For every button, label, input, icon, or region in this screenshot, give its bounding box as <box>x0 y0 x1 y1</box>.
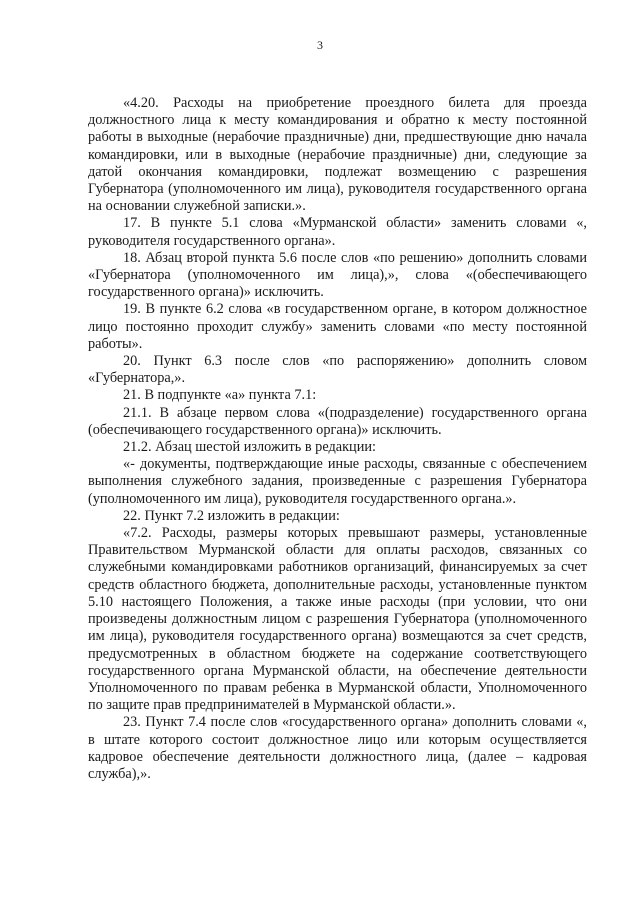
paragraph-item-19: 19. В пункте 6.2 слова «в государственном органе, в котором должностное лицо постоянно проходит службу» заменить словами «по месту постоянной работы». <box>88 301 587 352</box>
paragraph-item-18: 18. Абзац второй пункта 5.6 после слов «по решению» дополнить словами «Губернатора (уполномоченного им лица),», слова «(обеспечивающего государственного органа)» исключить. <box>88 249 587 301</box>
paragraph-item-21-2: 21.2. Абзац шестой изложить в редакции: <box>123 439 376 456</box>
paragraph-item-22: 22. Пункт 7.2 изложить в редакции: <box>123 507 340 524</box>
paragraph-item-20: 20. Пункт 6.3 после слов «по распоряжению» дополнить словом «Губернатора,». <box>88 353 587 387</box>
paragraph-item-23: 23. Пункт 7.4 после слов «государственного органа» дополнить словами «, в штате которого состоит должностное лицо или которым осуществляется кадровое обеспечение деятельности должностного лица, (далее – кадровая служба),». <box>88 714 587 782</box>
paragraph-4-20-quote: «4.20. Расходы на приобретение проездного билета для проезда должностного лица к месту командирования и обратно к месту постоянной работы в выходные (нерабочие праздничные) дни, предшествующие дню начала командировки, или в выходные (нерабочие праздничные) дни, следующие за датой окончания командировки, подлежат возмещению с разрешения Губернатора (уполномоченного им лица), руководителя государственного органа на основании служебной записки.». <box>88 95 587 215</box>
page-number: 3 <box>317 38 323 52</box>
paragraph-7-2-quote: «7.2. Расходы, размеры которых превышают размеры, установленные Правительством Мурманской области для оплаты расходов, связанных со служебными командировками работников организаций, финансируемых за счет средств областного бюджета, дополнительные расходы, установленные пунктом 5.10 настоящего Положения, а также иные расходы (при условии, что они произведены должностным лицом с разрешения Губернатора (уполномоченного им лица), руководителя государственного органа) возмещаются за счет средств, предусмотренных в областном бюджете на содержание соответствующего государственного органа Мурманской области, на обеспечение деятельности Уполномоченного по правам ребенка в Мурманской области, Уполномоченного по защите прав предпринимателей в Мурманской области.». <box>88 525 587 714</box>
paragraph-item-17: 17. В пункте 5.1 слова «Мурманской области» заменить словами «, руководителя государственного органа». <box>88 215 587 249</box>
document-body <box>88 95 587 783</box>
paragraph-item-21: 21. В подпункте «а» пункта 7.1: <box>123 387 317 404</box>
paragraph-item-21-1: 21.1. В абзаце первом слова «(подразделение) государственного органа (обеспечивающего государственного органа)» исключить. <box>88 404 587 438</box>
paragraph-21-2-quote: «- документы, подтверждающие иные расходы, связанные с обеспечением выполнения служебного задания, произведенные с разрешения Губернатора (уполномоченного им лица), руководителя государственного органа.». <box>88 456 587 507</box>
